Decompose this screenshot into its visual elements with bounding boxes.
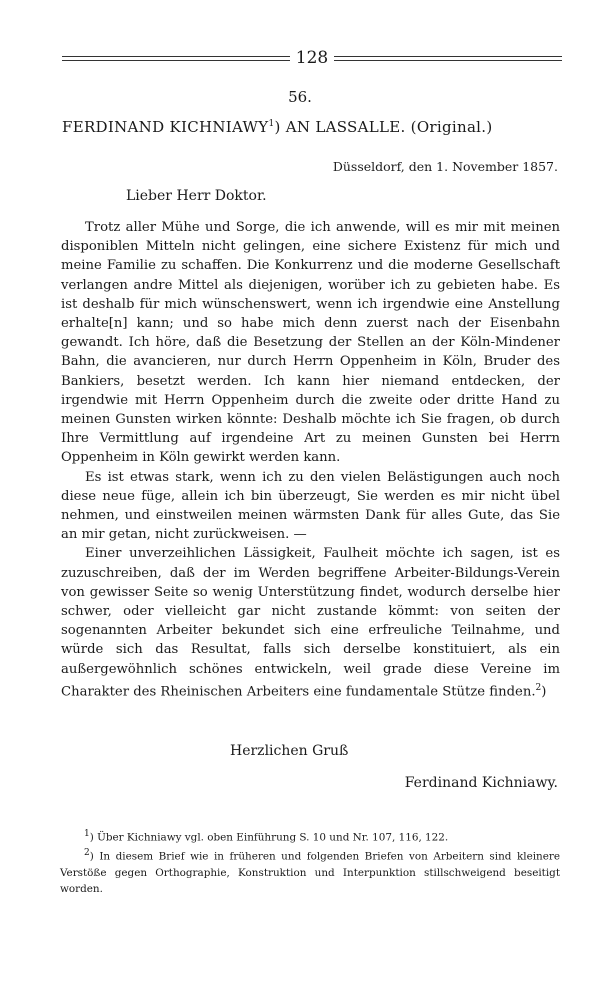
- footnote-mark: 1: [84, 829, 90, 839]
- signature: Ferdinand Kichniawy.: [404, 775, 558, 791]
- footnote-ref-2[interactable]: 2: [535, 682, 542, 693]
- page-header: [62, 44, 562, 72]
- footnote: [60, 826, 560, 845]
- letter-title-rest: ) AN LASSALLE. (Original.): [274, 118, 493, 136]
- paragraph: Es ist etwas stark, wenn ich zu den vielen Belästigungen auch noch diese neue füge, allein ich bin überzeugt, Sie werden es mir nicht übel nehmen, und einstweilen meinen wärmsten Dank für alles Gute, das Sie an mir getan, nicht zurückweisen. —: [61, 469, 560, 543]
- footnote-mark: 2: [84, 848, 90, 859]
- page-number: 128: [295, 47, 329, 68]
- letter-title: [62, 118, 562, 136]
- letter-title-text: FERDINAND KICHNIAWY: [62, 118, 269, 136]
- paragraph-text: Einer unverzeihlichen Lässigkeit, Faulheit möchte ich sagen, ist es zuzuschreiben, daß der im Werden begriffene Arbeiter-Bildungs-Verein von gewisser Seite so wenig Unterstützung findet, wodurch derselbe hier schwer, oder vielleicht gar nicht zustande kömmt: von seiten der sogenannten Arbeiter bekundet sich eine erfreuliche Teilnahme, und würde sich das Resultat, falls sich derselbe konstituiert, als ein außergewöhnlich schönes entwickeln, weil grade diese Vereine im Charakter des Rheinischen Arbeiters eine fundamentale Stütze finden.: [61, 546, 560, 700]
- footnote-text: ) In diesem Brief wie in früheren und folgenden Briefen von Arbeitern sind kleinere Verstöße gegen Orthographie, Konstruktion und Interpunktion stillschweigend beseitigt worden.: [60, 850, 560, 895]
- letter-number: 56.: [288, 88, 312, 106]
- dateline: Düsseldorf, den 1. November 1857.: [332, 159, 558, 174]
- letter-body: [61, 218, 560, 701]
- paragraph-end: ): [541, 684, 547, 700]
- footnote: [60, 845, 560, 896]
- footnote-ref-1[interactable]: 1: [268, 119, 275, 129]
- paragraph: Trotz aller Mühe und Sorge, die ich anwende, will es mir mit meinen disponiblen Mitteln nicht gelingen, eine sichere Existenz für mich und meine Familie zu schaffen. Die Konkurrenz und die moderne Gesellschaft verlangen andre Mittel als diejenigen, worüber ich zu gebieten habe. Es ist deshalb für mich wünschenswert, wenn ich irgendwie eine Anstellung erhalte[n] kann; und so habe mich denn zuerst nach der Eisenbahn gewandt. Ich höre, daß die Besetzung der Stellen an der Köln-Mindener Bahn, die avancieren, nur durch Herrn Oppenheim in Köln, Bruder des Bankiers, besetzt werden. Ich kann hier niemand entdecken, der irgendwie mit Herrn Oppenheim durch die zweite oder dritte Hand zu meinen Gunsten wirken könnte: Deshalb möchte ich Sie fragen, ob durch Ihre Vermittlung auf irgendeine Art zu meinen Gunsten bei Herrn Oppenheim in Köln gewirkt werden kann.: [61, 220, 560, 466]
- footnote-text: ) Über Kichniawy vgl. oben Einführung S. 10 und Nr. 107, 116, 122.: [89, 831, 449, 844]
- salutation: Lieber Herr Doktor.: [126, 188, 267, 204]
- paragraph: [61, 544, 560, 701]
- header-rule-right: [334, 56, 562, 61]
- closing: Herzlichen Gruß: [230, 743, 349, 759]
- footnotes: [60, 826, 560, 897]
- header-rule-left: [62, 56, 290, 61]
